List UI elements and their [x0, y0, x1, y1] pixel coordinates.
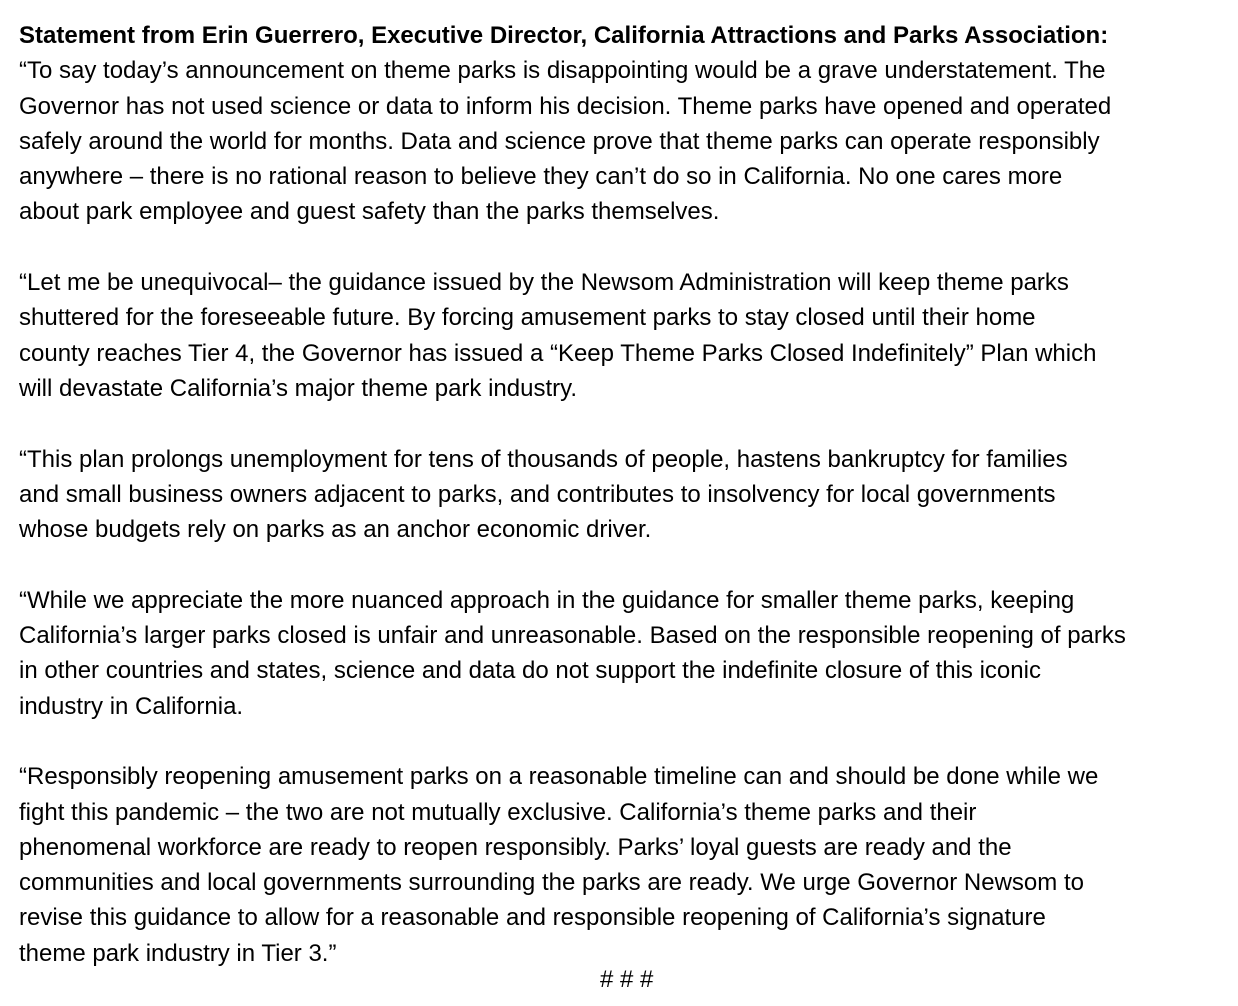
- paragraph-line: county reaches Tier 4, the Governor has issued a “Keep Theme Parks Closed Indefinitely” Plan which: [19, 339, 1097, 367]
- paragraph-2: [19, 265, 1231, 406]
- paragraph-line: and small business owners adjacent to parks, and contributes to insolvency for local governments: [19, 480, 1056, 508]
- paragraph-4: [19, 583, 1231, 724]
- paragraph-5: [19, 759, 1231, 971]
- paragraph-line: “To say today’s announcement on theme parks is disappointing would be a grave understatement. The: [19, 57, 1106, 85]
- paragraph-line: Governor has not used science or data to inform his decision. Theme parks have opened and operated: [19, 92, 1112, 120]
- paragraph-line: “While we appreciate the more nuanced approach in the guidance for smaller theme parks, keeping: [19, 586, 1075, 614]
- paragraph-1: [19, 53, 1231, 229]
- paragraph-line: about park employee and guest safety than the parks themselves.: [19, 198, 720, 226]
- paragraph-3: [19, 442, 1231, 548]
- paragraph-line: theme park industry in Tier 3.”: [19, 939, 337, 967]
- paragraph-line: shuttered for the foreseeable future. By forcing amusement parks to stay closed until their home: [19, 304, 1036, 332]
- paragraph-line: “Responsibly reopening amusement parks on a reasonable timeline can and should be done while we: [19, 763, 1099, 791]
- paragraph-line: anywhere – there is no rational reason to believe they can’t do so in California. No one cares more: [19, 163, 1063, 191]
- paragraph-line: fight this pandemic – the two are not mutually exclusive. California’s theme parks and their: [19, 798, 977, 826]
- paragraph-line: safely around the world for months. Data and science prove that theme parks can operate responsibly: [19, 127, 1100, 155]
- statement-heading: Statement from Erin Guerrero, Executive Director, California Attractions and Parks Association:: [19, 22, 1109, 49]
- paragraph-line: will devastate California’s major theme park industry.: [19, 374, 578, 402]
- statement-document: [19, 18, 1231, 1006]
- end-of-release-mark: # # #: [600, 966, 654, 993]
- paragraph-line: whose budgets rely on parks as an anchor economic driver.: [19, 516, 652, 544]
- paragraph-line: industry in California.: [19, 692, 244, 720]
- paragraph-line: “Let me be unequivocal– the guidance issued by the Newsom Administration will keep theme parks: [19, 269, 1069, 297]
- paragraph-line: California’s larger parks closed is unfair and unreasonable. Based on the responsible reopening of parks: [19, 622, 1126, 650]
- paragraph-line: revise this guidance to allow for a reasonable and responsible reopening of California’s signature: [19, 904, 1046, 932]
- paragraph-line: “This plan prolongs unemployment for tens of thousands of people, hastens bankruptcy for families: [19, 445, 1068, 473]
- paragraph-line: in other countries and states, science and data do not support the indefinite closure of this iconic: [19, 657, 1041, 685]
- paragraph-line: phenomenal workforce are ready to reopen responsibly. Parks’ loyal guests are ready and the: [19, 833, 1012, 861]
- paragraph-line: communities and local governments surrounding the parks are ready. We urge Governor Newsom to: [19, 869, 1084, 897]
